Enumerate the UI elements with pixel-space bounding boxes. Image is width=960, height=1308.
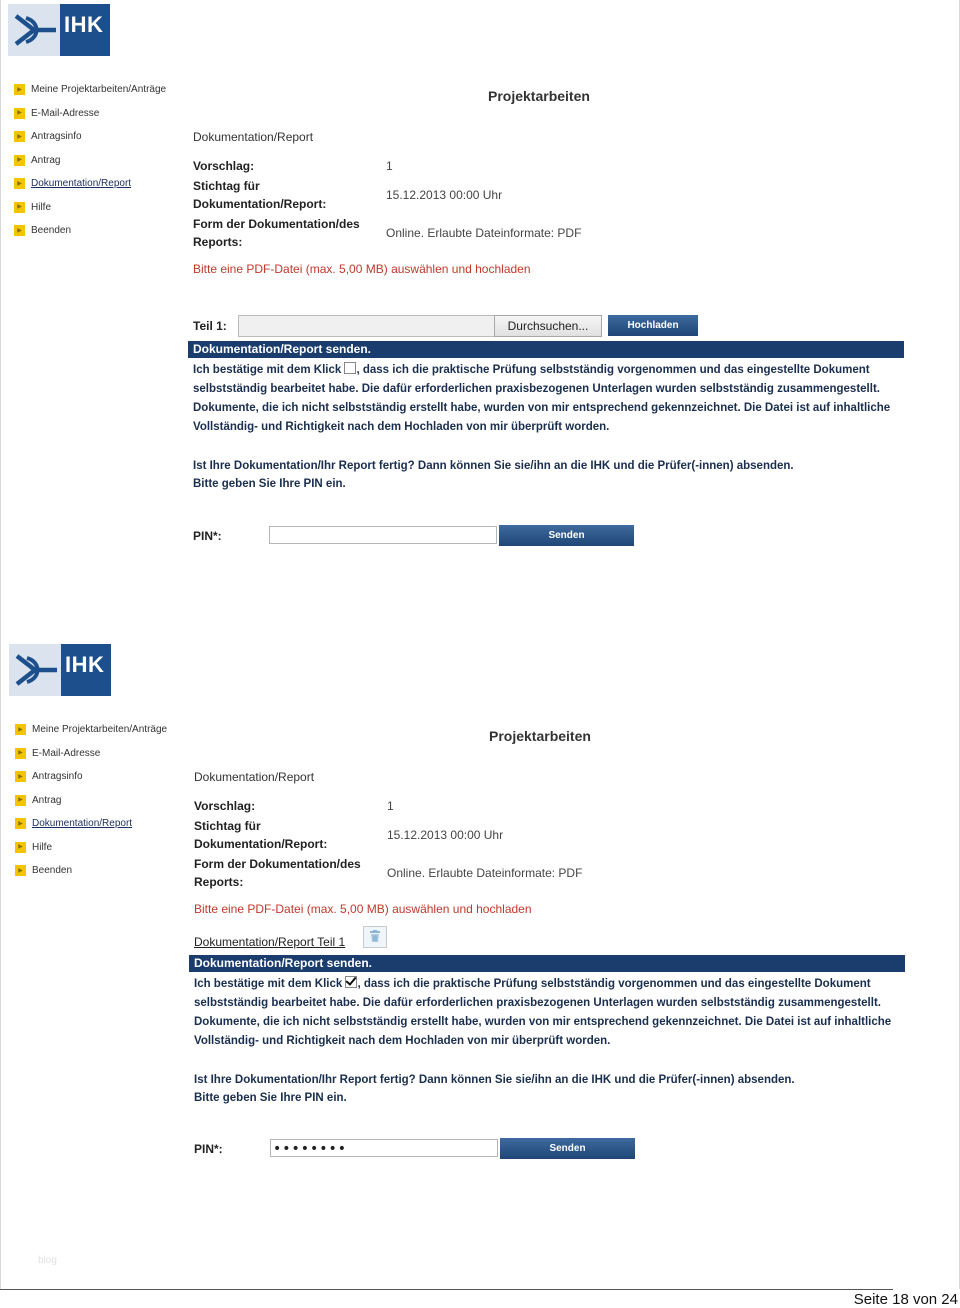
pdf-upload-note: Bitte eine PDF-Datei (max. 5,00 MB) auswählen und hochladen — [194, 902, 532, 916]
sidebar-item-hilfe[interactable]: ▶ Hilfe — [15, 836, 185, 860]
sidebar-item-antragsinfo[interactable]: ▶ Antragsinfo — [14, 125, 184, 149]
send-button[interactable]: Senden — [499, 525, 634, 546]
section-heading: Dokumentation/Report — [194, 770, 315, 784]
vorschlag-value: 1 — [386, 159, 393, 173]
form-label-line2: Reports: — [193, 235, 243, 249]
trash-icon — [369, 930, 381, 943]
arrow-bullet-icon: ▶ — [14, 178, 25, 189]
pin-instruction: Bitte geben Sie Ihre PIN ein. — [193, 478, 346, 490]
vorschlag-label: Vorschlag: — [194, 799, 256, 813]
file-path-input[interactable] — [238, 315, 496, 337]
page-title: Projektarbeiten — [489, 728, 591, 744]
sidebar-item-beenden[interactable]: ▶ Beenden — [15, 859, 185, 883]
sidebar-item-antrag[interactable]: ▶ Antrag — [15, 789, 185, 813]
pdf-upload-note: Bitte eine PDF-Datei (max. 5,00 MB) auswählen und hochladen — [193, 262, 531, 276]
ready-question: Ist Ihre Dokumentation/Ihr Report fertig? Dann können Sie sie/ihn an die IHK und die Prüfer(-innen) absenden. — [194, 1074, 795, 1086]
sidebar-item-antrag[interactable]: ▶ Antrag — [14, 149, 184, 173]
stichtag-value: 15.12.2013 00:00 Uhr — [387, 828, 504, 842]
delete-file-button[interactable] — [363, 926, 387, 948]
stichtag-value: 15.12.2013 00:00 Uhr — [386, 188, 503, 202]
ihk-logo-mark-icon — [9, 644, 61, 696]
send-section-bar: Dokumentation/Report senden. — [189, 955, 905, 972]
ihk-logo-text: IHK — [64, 12, 104, 37]
arrow-bullet-icon: ▶ — [14, 131, 25, 142]
stichtag-label-line2: Dokumentation/Report: — [193, 197, 327, 211]
footer-divider — [0, 1289, 893, 1290]
arrow-bullet-icon: ▶ — [15, 748, 26, 759]
upload-button[interactable]: Hochladen — [608, 315, 698, 336]
sidebar-item-dokumentation[interactable]: ▶ Dokumentation/Report — [15, 812, 185, 836]
form-label-line1: Form der Dokumentation/des — [193, 217, 360, 231]
sidebar-item-dokumentation[interactable]: ▶ Dokumentation/Report — [14, 172, 184, 196]
stichtag-label-line1: Stichtag für — [193, 179, 260, 193]
arrow-bullet-icon: ▶ — [15, 842, 26, 853]
sidebar-item-hilfe[interactable]: ▶ Hilfe — [14, 196, 184, 220]
confirmation-text: Ich bestätige mit dem Klick , dass ich die praktische Prüfung selbstständig vorgenommen und das eingestellte Dokument selbstständig bearbeitet habe. Die dafür erforderlichen praxisbezogenen Unterlagen wurden selbstständig zusammengestellt. Dokumente, die ich nicht selbstständig erstellt habe, wurden von mir entsprechend gekennzeichnet. Die Datei ist auf inhaltliche Vollständig- und Richtigkeit nach dem Hochladen von mir überprüft worden. — [193, 364, 891, 433]
arrow-bullet-icon: ▶ — [15, 724, 26, 735]
send-section-bar: Dokumentation/Report senden. — [188, 341, 904, 358]
ready-question: Ist Ihre Dokumentation/Ihr Report fertig? Dann können Sie sie/ihn an die IHK und die Prüfer(-innen) absenden. — [193, 460, 794, 472]
form-value: Online. Erlaubte Dateinformate: PDF — [386, 226, 582, 240]
ihk-logo[interactable] — [8, 4, 110, 56]
sidebar-item-projektarbeiten[interactable]: ▶ Meine Projektarbeiten/Anträge — [14, 78, 184, 102]
ihk-logo-mark-icon — [8, 4, 60, 56]
ihk-logo[interactable] — [9, 644, 111, 696]
sidebar-nav — [14, 78, 184, 243]
sidebar-item-email[interactable]: ▶ E-Mail-Adresse — [14, 102, 184, 126]
arrow-bullet-icon: ▶ — [15, 771, 26, 782]
arrow-bullet-icon: ▶ — [15, 865, 26, 876]
watermark: blog — [38, 1255, 57, 1266]
arrow-bullet-icon: ▶ — [14, 202, 25, 213]
arrow-bullet-icon: ▶ — [15, 818, 26, 829]
ihk-logo-text: IHK — [65, 652, 105, 677]
stichtag-label-line1: Stichtag für — [194, 819, 261, 833]
pin-instruction: Bitte geben Sie Ihre PIN ein. — [194, 1092, 347, 1104]
stichtag-label-line2: Dokumentation/Report: — [194, 837, 328, 851]
vorschlag-label: Vorschlag: — [193, 159, 255, 173]
arrow-bullet-icon: ▶ — [14, 225, 25, 236]
pin-label: PIN*: — [194, 1142, 223, 1156]
sidebar-item-email[interactable]: ▶ E-Mail-Adresse — [15, 742, 185, 766]
sidebar-nav — [15, 718, 185, 883]
form-value: Online. Erlaubte Dateinformate: PDF — [387, 866, 583, 880]
teil-label: Teil 1: — [193, 319, 227, 333]
sidebar-item-antragsinfo[interactable]: ▶ Antragsinfo — [15, 765, 185, 789]
section-heading: Dokumentation/Report — [193, 130, 314, 144]
send-button[interactable]: Senden — [500, 1138, 635, 1159]
arrow-bullet-icon: ▶ — [15, 795, 26, 806]
arrow-bullet-icon: ▶ — [14, 155, 25, 166]
confirm-checkbox-checked[interactable] — [345, 976, 357, 988]
sidebar-item-projektarbeiten[interactable]: ▶ Meine Projektarbeiten/Anträge — [15, 718, 185, 742]
arrow-bullet-icon: ▶ — [14, 84, 25, 95]
sidebar-item-beenden[interactable]: ▶ Beenden — [14, 219, 184, 243]
page-number: Seite 18 von 24 — [853, 1291, 958, 1308]
screenshot-send-step — [1, 640, 960, 1260]
confirm-checkbox[interactable] — [344, 362, 356, 374]
arrow-bullet-icon: ▶ — [14, 108, 25, 119]
browse-button[interactable]: Durchsuchen... — [494, 315, 602, 337]
page-title: Projektarbeiten — [488, 88, 590, 104]
pin-input[interactable]: •••••••• — [270, 1139, 498, 1157]
pin-input[interactable] — [269, 526, 497, 544]
vorschlag-value: 1 — [387, 799, 394, 813]
confirmation-text: Ich bestätige mit dem Klick , dass ich die praktische Prüfung selbstständig vorgenommen und das eingestellte Dokument selbstständig bearbeitet habe. Die dafür erforderlichen praxisbezogenen Unterlagen wurden selbstständig zusammengestellt. Dokumente, die ich nicht selbstständig erstellt habe, wurden von mir entsprechend gekennzeichnet. Die Datei ist auf inhaltliche Vollständig- und Richtigkeit nach dem Hochladen von mir überprüft worden. — [194, 978, 892, 1047]
form-label-line2: Reports: — [194, 875, 244, 889]
pin-label: PIN*: — [193, 529, 222, 543]
screenshot-upload-step — [0, 0, 960, 620]
form-label-line1: Form der Dokumentation/des — [194, 857, 361, 871]
uploaded-file-link[interactable]: Dokumentation/Report Teil 1 — [194, 935, 346, 949]
